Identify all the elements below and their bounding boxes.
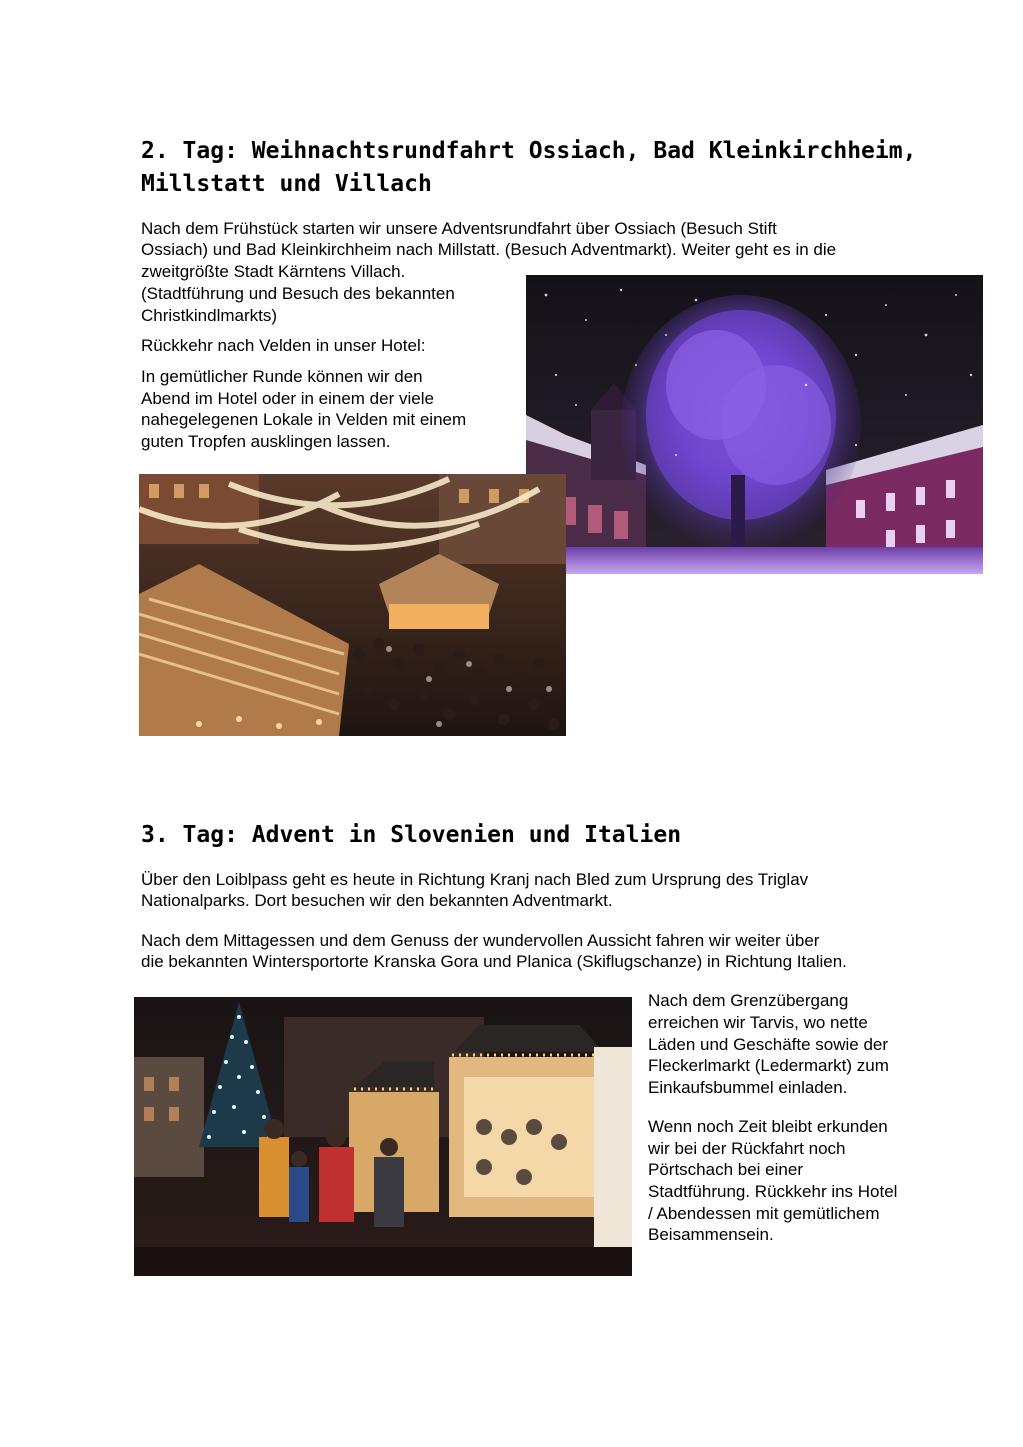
day3-paragraph3-line1: Nach dem Grenzübergang (648, 991, 849, 1010)
day3-paragraph4-line5: / Abendessen mit gemütlichem (648, 1204, 880, 1223)
day3-paragraph3-line3: Läden und Geschäfte sowie der (648, 1035, 889, 1054)
day3-paragraph1-line2: Nationalparks. Dort besuchen wir den bekannten Adventmarkt. (141, 891, 613, 910)
villach-christmas-market-photo (139, 474, 566, 736)
day3-paragraph3-line4: Fleckerlmarkt (Ledermarkt) zum (648, 1056, 889, 1075)
day2-paragraph1-line2: Ossiach) und Bad Kleinkirchheim nach Millstatt. (Besuch Adventmarkt). Weiter geht es in die (141, 240, 837, 259)
day3-paragraph4-line6: Beisammensein. (648, 1225, 774, 1244)
day3-paragraph3-line5: Einkaufsbummel einladen. (648, 1078, 848, 1097)
day2-paragraph1-line5: Christkindlmarkts) (141, 306, 278, 325)
day2-paragraph3-line4: guten Tropfen ausklingen lassen. (141, 432, 391, 451)
day2-paragraph1-line3: zweitgrößte Stadt Kärntens Villach. (141, 262, 406, 281)
day2-paragraph3-line3: nahegelegenen Lokale in Velden mit einem (141, 410, 467, 429)
day2-title-line2: Millstatt und Villach (141, 171, 432, 197)
day2-paragraph1-line1: Nach dem Frühstück starten wir unsere Adventsrundfahrt über Ossiach (Besuch Stift (141, 219, 777, 238)
day3-paragraph2-line2: die bekannten Wintersportorte Kranska Gora und Planica (Skiflugschanze) in Richtung Italien. (141, 952, 847, 971)
day3-paragraph4-line1: Wenn noch Zeit bleibt erkunden (648, 1117, 888, 1136)
purple-tree-courtyard-photo (526, 275, 983, 574)
day3-paragraph2-line1: Nach dem Mittagessen und dem Genuss der wundervollen Aussicht fahren wir weiter über (141, 931, 820, 950)
day2-paragraph3-line2: Abend im Hotel oder in einem der viele (141, 389, 434, 408)
day3-paragraph4-line4: Stadtführung. Rückkehr ins Hotel (648, 1182, 898, 1201)
christmas-market-stalls-photo (134, 997, 632, 1276)
day2-paragraph3-line1: In gemütlicher Runde können wir den (141, 367, 423, 386)
day3-title: 3. Tag: Advent in Slovenien und Italien (141, 822, 682, 848)
day3-paragraph4-line3: Pörtschach bei einer (648, 1160, 803, 1179)
day3-paragraph3-line2: erreichen wir Tarvis, wo nette (648, 1013, 868, 1032)
day2-paragraph1-line4: (Stadtführung und Besuch des bekannten (141, 284, 455, 303)
day3-paragraph4-line2: wir bei der Rückfahrt noch (648, 1139, 846, 1158)
day2-title-line1: 2. Tag: Weihnachtsrundfahrt Ossiach, Bad Kleinkirchheim, (141, 138, 917, 164)
day3-paragraph1-line1: Über den Loiblpass geht es heute in Richtung Kranj nach Bled zum Ursprung des Triglav (141, 870, 809, 889)
day2-paragraph2: Rückkehr nach Velden in unser Hotel: (141, 336, 426, 355)
